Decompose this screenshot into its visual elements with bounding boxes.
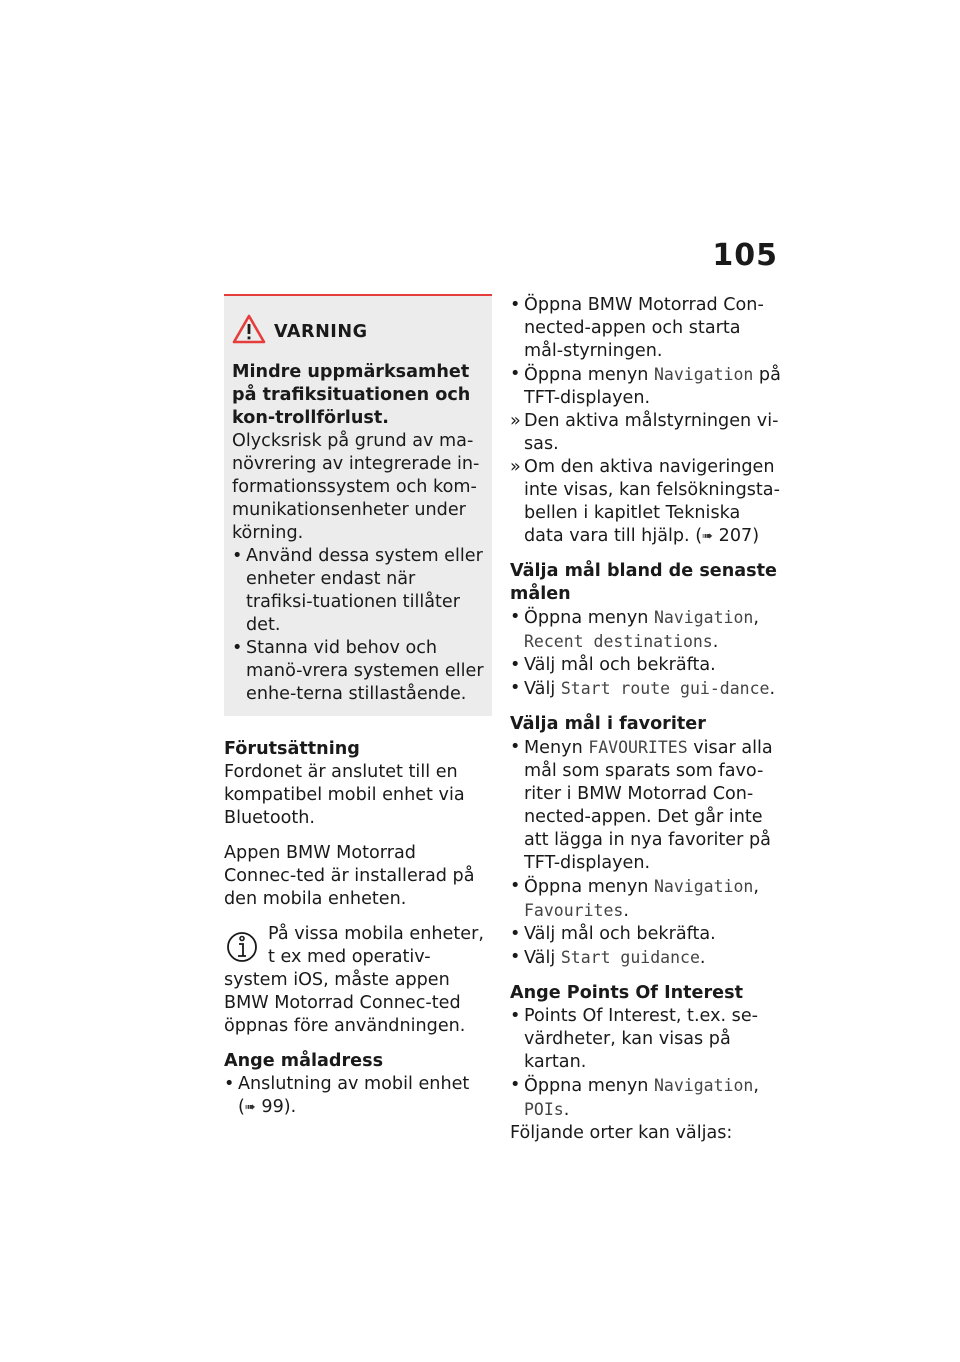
note-text-first: På vissa mobila enheter, t ex med operativ- bbox=[268, 924, 484, 967]
poi-heading: Ange Points Of Interest bbox=[510, 983, 743, 1003]
warning-triangle-icon bbox=[232, 314, 266, 351]
warning-bullets bbox=[232, 545, 484, 706]
list-item: • Anslutning av mobil enhet (➠ 99). bbox=[224, 1074, 470, 1117]
enter-destination-steps bbox=[224, 1073, 492, 1119]
list-item: • Välj mål och bekräfta. bbox=[510, 924, 716, 944]
list-item: • Välj Start guidance. bbox=[510, 947, 706, 968]
result-item: » Den aktiva målstyrningen vi-sas. bbox=[510, 411, 779, 454]
warning-title: VARNING bbox=[274, 322, 368, 342]
recent-heading: Välja mål bland de senaste målen bbox=[510, 561, 777, 604]
note-text-rest: system iOS, måste appen BMW Motorrad Connec-ted öppnas före användningen. bbox=[224, 970, 466, 1036]
left-column bbox=[224, 294, 492, 1119]
list-item: • Välj Start route gui-dance. bbox=[510, 678, 776, 699]
list-item: • Välj mål och bekräfta. bbox=[510, 655, 716, 675]
enter-destination-heading: Ange måladress bbox=[224, 1051, 384, 1071]
info-note bbox=[224, 923, 492, 1038]
list-item: • Öppna menyn Navigation, Favourites. bbox=[510, 876, 759, 921]
list-item: • Öppna menyn Navigation på TFT-displayen. bbox=[510, 364, 781, 408]
warning-box bbox=[224, 294, 492, 716]
reference-arrow-icon: ➠ bbox=[244, 1100, 256, 1115]
list-item: • Stanna vid behov och manö-vrera systemen eller enhe-terna stillastående. bbox=[232, 638, 484, 704]
list-item: • Öppna menyn Navigation, POIs. bbox=[510, 1075, 759, 1120]
info-icon bbox=[224, 925, 260, 969]
recent-steps bbox=[510, 606, 782, 701]
right-column bbox=[510, 294, 782, 1145]
navigation-steps bbox=[510, 294, 782, 548]
poi-steps bbox=[510, 1005, 782, 1122]
list-item: • Använd dessa system eller enheter endast när trafiksi-tuationen tillåter det. bbox=[232, 546, 483, 635]
warning-subtitle: Mindre uppmärksamhet på trafiksituationen och kon-trollförlust. bbox=[232, 362, 471, 428]
list-item: • Points Of Interest, t.ex. se-värdheter, kan visas på kartan. bbox=[510, 1006, 759, 1072]
list-item: • Öppna BMW Motorrad Con-nected-appen och starta mål-styrningen. bbox=[510, 295, 764, 361]
list-item: • Menyn FAVOURITES visar alla mål som sparats som favo-riter i BMW Motorrad Con-nected-appen. Det går inte att lägga in nya favoriter på TFT-displayen. bbox=[510, 737, 773, 873]
favourites-heading: Välja mål i favoriter bbox=[510, 714, 706, 734]
prerequisite-text: Fordonet är anslutet till en kompatibel mobil enhet via Bluetooth. bbox=[224, 762, 465, 828]
poi-footer: Följande orter kan väljas: bbox=[510, 1123, 733, 1143]
favourites-steps bbox=[510, 736, 782, 970]
result-item: » Om den aktiva navigeringen inte visas, kan felsökningsta-bellen i kapitlet Tekniska data vara till hjälp. (➠ 207) bbox=[510, 457, 780, 546]
warning-header bbox=[232, 314, 484, 351]
warning-text: Olycksrisk på grund av ma-növrering av integrerade in-formationssystem och kom-munikationsenheter under körning. bbox=[232, 431, 480, 543]
prerequisite-text-2: Appen BMW Motorrad Connec-ted är installerad på den mobila enheten. bbox=[224, 843, 475, 909]
prerequisite-heading: Förutsättning bbox=[224, 739, 360, 759]
reference-arrow-icon: ➠ bbox=[702, 529, 714, 544]
page-number: 105 bbox=[712, 238, 778, 273]
list-item: • Öppna menyn Navigation, Recent destinations. bbox=[510, 607, 759, 652]
